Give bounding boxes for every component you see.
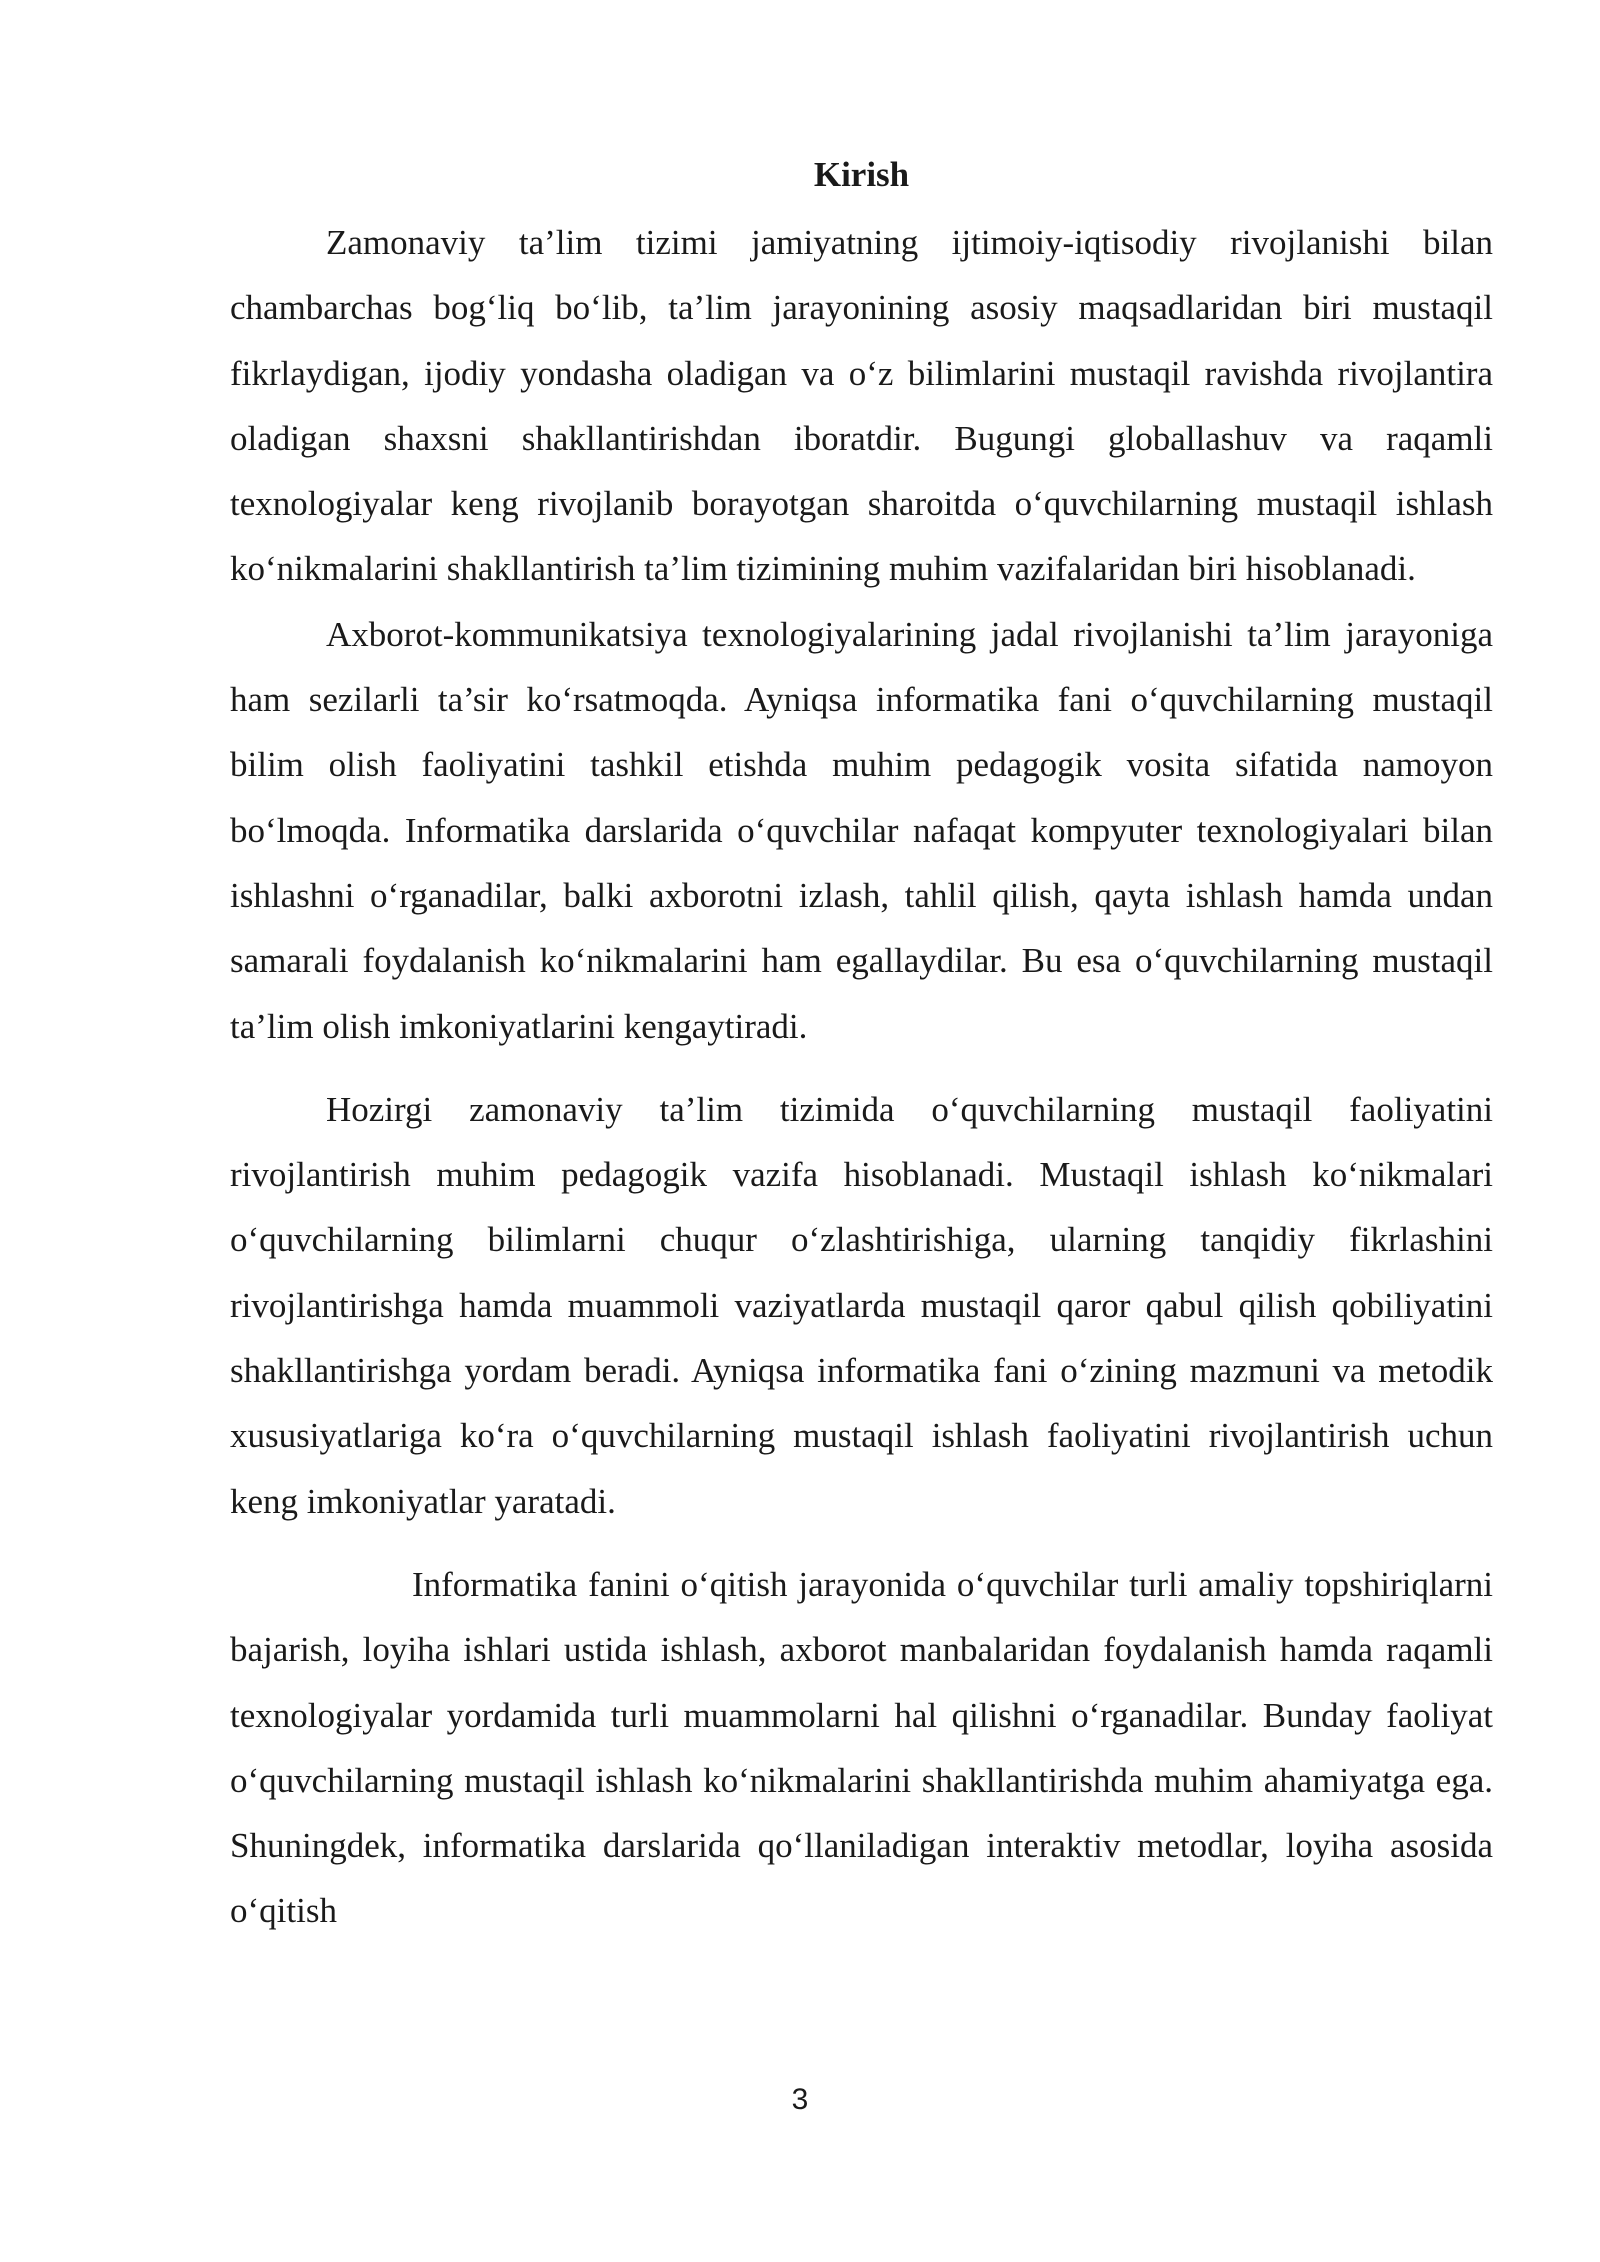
page-title: Kirish (813, 155, 910, 194)
paragraph-2: Axborot-kommunikatsiya texnologiyalarining jadal rivojlanishi ta’lim jarayoniga ham sezilarli ta’sir ko‘rsatmoqda. Ayniqsa informatika fani o‘quvchilarning mustaqil bilim olish faoliyatini tashkil etishda muhim pedagogik vosita sifatida namoyon bo‘lmoqda. Informatika darslarida o‘quvchilar nafaqat kompyuter texnologiyalari bilan ishlashni o‘rganadilar, balki axborotni izlash, tahlil qilish, qayta ishlash hamda undan samarali foydalanish ko‘nikmalarini ham egallaydilar. Bu esa o‘quvchilarning mustaqil ta’lim olish imkoniyatlarini kengaytiradi. (230, 614, 1493, 1046)
paragraph-3: Hozirgi zamonaviy ta’lim tizimida o‘quvchilarning mustaqil faoliyatini rivojlantirish muhim pedagogik vazifa hisoblanadi. Mustaqil ishlash ko‘nikmalari o‘quvchilarning bilimlarni chuqur o‘zlashtirishiga, ularning tanqidiy fikrlashini rivojlantirishga hamda muammoli vaziyatlarda mustaqil qaror qabul qilish qobiliyatini shakllantirishga yordam beradi. Ayniqsa informatika fani o‘zining mazmuni va metodik xususiyatlariga ko‘ra o‘quvchilarning mustaqil ishlash faoliyatini rivojlantirish uchun keng imkoniyatlar yaratadi. (230, 1089, 1493, 1521)
page-number: 3 (791, 2083, 809, 2116)
paragraph-4: Informatika fanini o‘qitish jarayonida o‘quvchilar turli amaliy topshiriqlarni bajarish, loyiha ishlari ustida ishlash, axborot manbalaridan foydalanish hamda raqamli texnologiyalar yordamida turli muammolarni hal qilishni o‘rganadilar. Bunday faoliyat o‘quvchilarning mustaqil ishlash ko‘nikmalarini shakllantirishda muhim ahamiyatga ega. Shuningdek, informatika darslarida qo‘llaniladigan interaktiv metodlar, loyiha asosida o‘qitish (230, 1564, 1493, 1931)
body-text (230, 210, 1493, 1944)
paragraph-1: Zamonaviy ta’lim tizimi jamiyatning ijtimoiy-iqtisodiy rivojlanishi bilan chambarchas bog‘liq bo‘lib, ta’lim jarayonining asosiy maqsadlaridan biri mustaqil fikrlaydigan, ijodiy yondasha oladigan va o‘z bilimlarini mustaqil ravishda rivojlantira oladigan shaxsni shakllantirishdan iboratdir. Bugungi globallashuv va raqamli texnologiyalar keng rivojlanib borayotgan sharoitda o‘quvchilarning mustaqil ishlash ko‘nikmalarini shakllantirish ta’lim tizimining muhim vazifalaridan biri hisoblanadi. (230, 223, 1493, 589)
